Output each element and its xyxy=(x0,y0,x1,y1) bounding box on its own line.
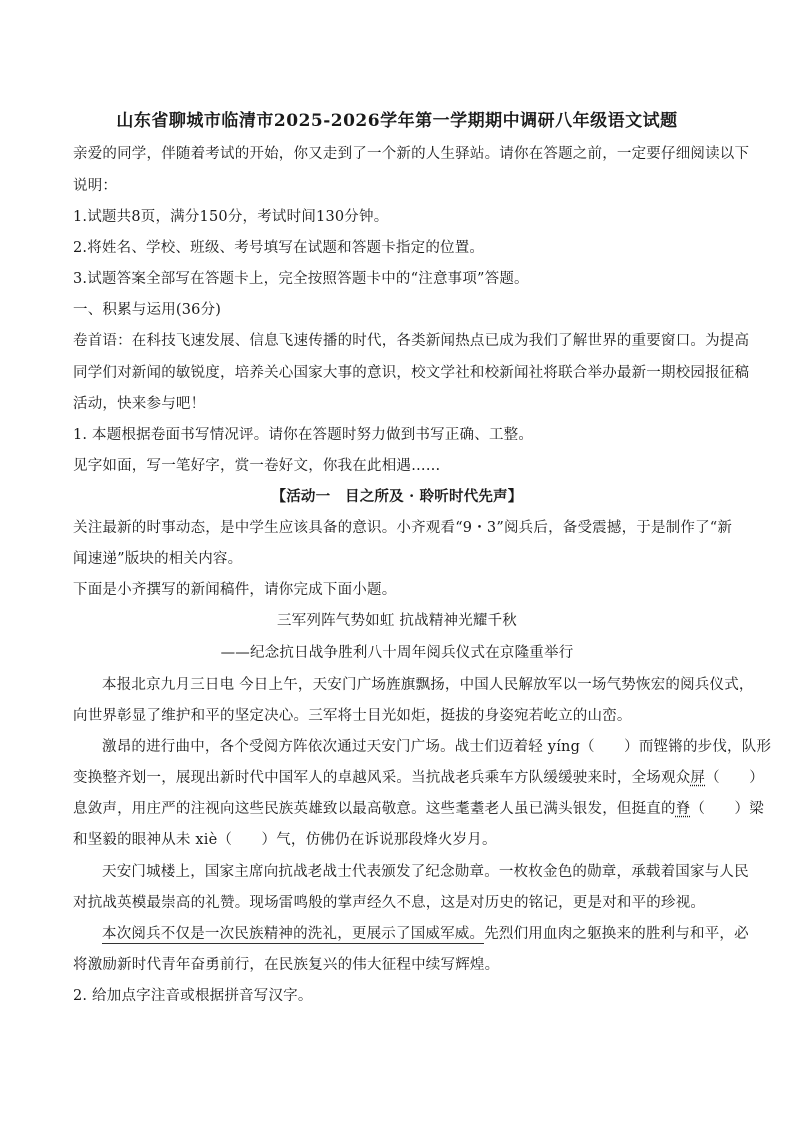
activity-intro-line-3: 下面是小齐撰写的新闻稿件，请你完成下面小题。 xyxy=(73,582,397,598)
question-1-note: 见字如面，写一笔好字，赏一卷好文，你我在此相遇…… xyxy=(73,458,441,474)
intro-line-2: 说明： xyxy=(73,178,118,194)
news-p4-line-1: 本次阅兵不仅是一次民族精神的洗礼，更展示了国威军威。先烈们用血肉之躯换来的胜利与和平，必 xyxy=(102,926,749,942)
preface-line-3: 活动，快来参与吧！ xyxy=(73,396,206,412)
news-p2-line-3: 息敛声，用庄严的注视向这些民族英雄致以最高敬意。这些耄耋老人虽已满头银发，但挺直的脊（ ）梁 xyxy=(73,801,764,817)
underlined-sentence: 本次阅兵不仅是一次民族精神的洗礼，更展示了国威军威。 xyxy=(102,926,485,942)
question-2: 2. 给加点字注音或根据拼音写汉字。 xyxy=(73,988,313,1004)
rule-2: 2.将姓名、学校、班级、考号填写在试题和答题卡指定的位置。 xyxy=(73,240,485,256)
preface-line-2: 同学们对新闻的敏锐度，培养关心国家大事的意识，校文学社和校新闻社将联合举办最新一期校园报征稿 xyxy=(73,365,750,381)
news-p1-line-2: 向世界彰显了维护和平的坚定决心。三军将士目光如炬，挺拔的身姿宛若屹立的山峦。 xyxy=(73,708,632,724)
news-headline: 三军列阵气势如虹 抗战精神光耀千秋 xyxy=(276,613,517,629)
preface-line-1: 卷首语：在科技飞速发展、信息飞速传播的时代，各类新闻热点已成为我们了解世界的重要窗口。为提高 xyxy=(73,333,750,349)
dotted-char: 屏 xyxy=(690,770,706,786)
activity-intro-line-1: 关注最新的时事动态，是中学生应该具备的意识。小齐观看“9・3”阅兵后，备受震撼，于是制作了“新 xyxy=(73,520,733,536)
rule-3: 3.试题答案全部写在答题卡上，完全按照答题卡中的“注意事项”答题。 xyxy=(73,271,529,287)
activity-heading: 【活动一 目之所及 · 聆听时代先声】 xyxy=(271,488,523,505)
news-subheadline: ——纪念抗日战争胜利八十周年阅兵仪式在京隆重举行 xyxy=(220,645,574,661)
rule-1: 1.试题共8页，满分150分，考试时间130分钟。 xyxy=(73,209,389,225)
news-p3-line-2: 对抗战英模最崇高的礼赞。现场雷鸣般的掌声经久不息，这是对历史的铭记，更是对和平的珍视。 xyxy=(73,895,706,911)
activity-intro-line-2: 闻速递”版块的相关内容。 xyxy=(73,551,243,567)
news-p1-line-1: 本报北京九月三日电 今日上午，天安门广场旌旗飘扬，中国人民解放军以一场气势恢宏的阅兵仪式， xyxy=(102,677,754,693)
news-p3-line-1: 天安门城楼上，国家主席向抗战老战士代表颁发了纪念勋章。一枚枚金色的勋章，承载着国家与人民 xyxy=(102,864,749,880)
intro-line-1: 亲爱的同学，伴随着考试的开始，你又走到了一个新的人生驿站。请你在答题之前，一定要仔细阅读以下 xyxy=(73,146,750,162)
news-p2-line-2: 变换整齐划一，展现出新时代中国军人的卓越风采。当抗战老兵乘车方队缓缓驶来时，全场观众屏（ ） xyxy=(73,770,764,786)
news-p2-line-4: 和坚毅的眼神从未 xiè（ ）气，仿佛仍在诉说那段烽火岁月。 xyxy=(73,832,497,848)
question-1: 1. 本题根据卷面书写情况评。请你在答题时努力做到书写正确、工整。 xyxy=(73,427,534,443)
page-title: 山东省聊城市临清市2025-2026学年第一学期期中调研八年级语文试题 xyxy=(116,111,678,131)
news-p4-line-2: 将激励新时代青年奋勇前行，在民族复兴的伟大征程中续写辉煌。 xyxy=(73,957,500,973)
section-heading: 一、积累与运用(36分) xyxy=(73,302,222,318)
dotted-char: 脊 xyxy=(675,801,691,817)
news-p2-line-1: 激昂的进行曲中，各个受阅方阵依次通过天安门广场。战士们迈着轻 yíng（ ）而铿锵的步伐，队形 xyxy=(102,739,772,755)
